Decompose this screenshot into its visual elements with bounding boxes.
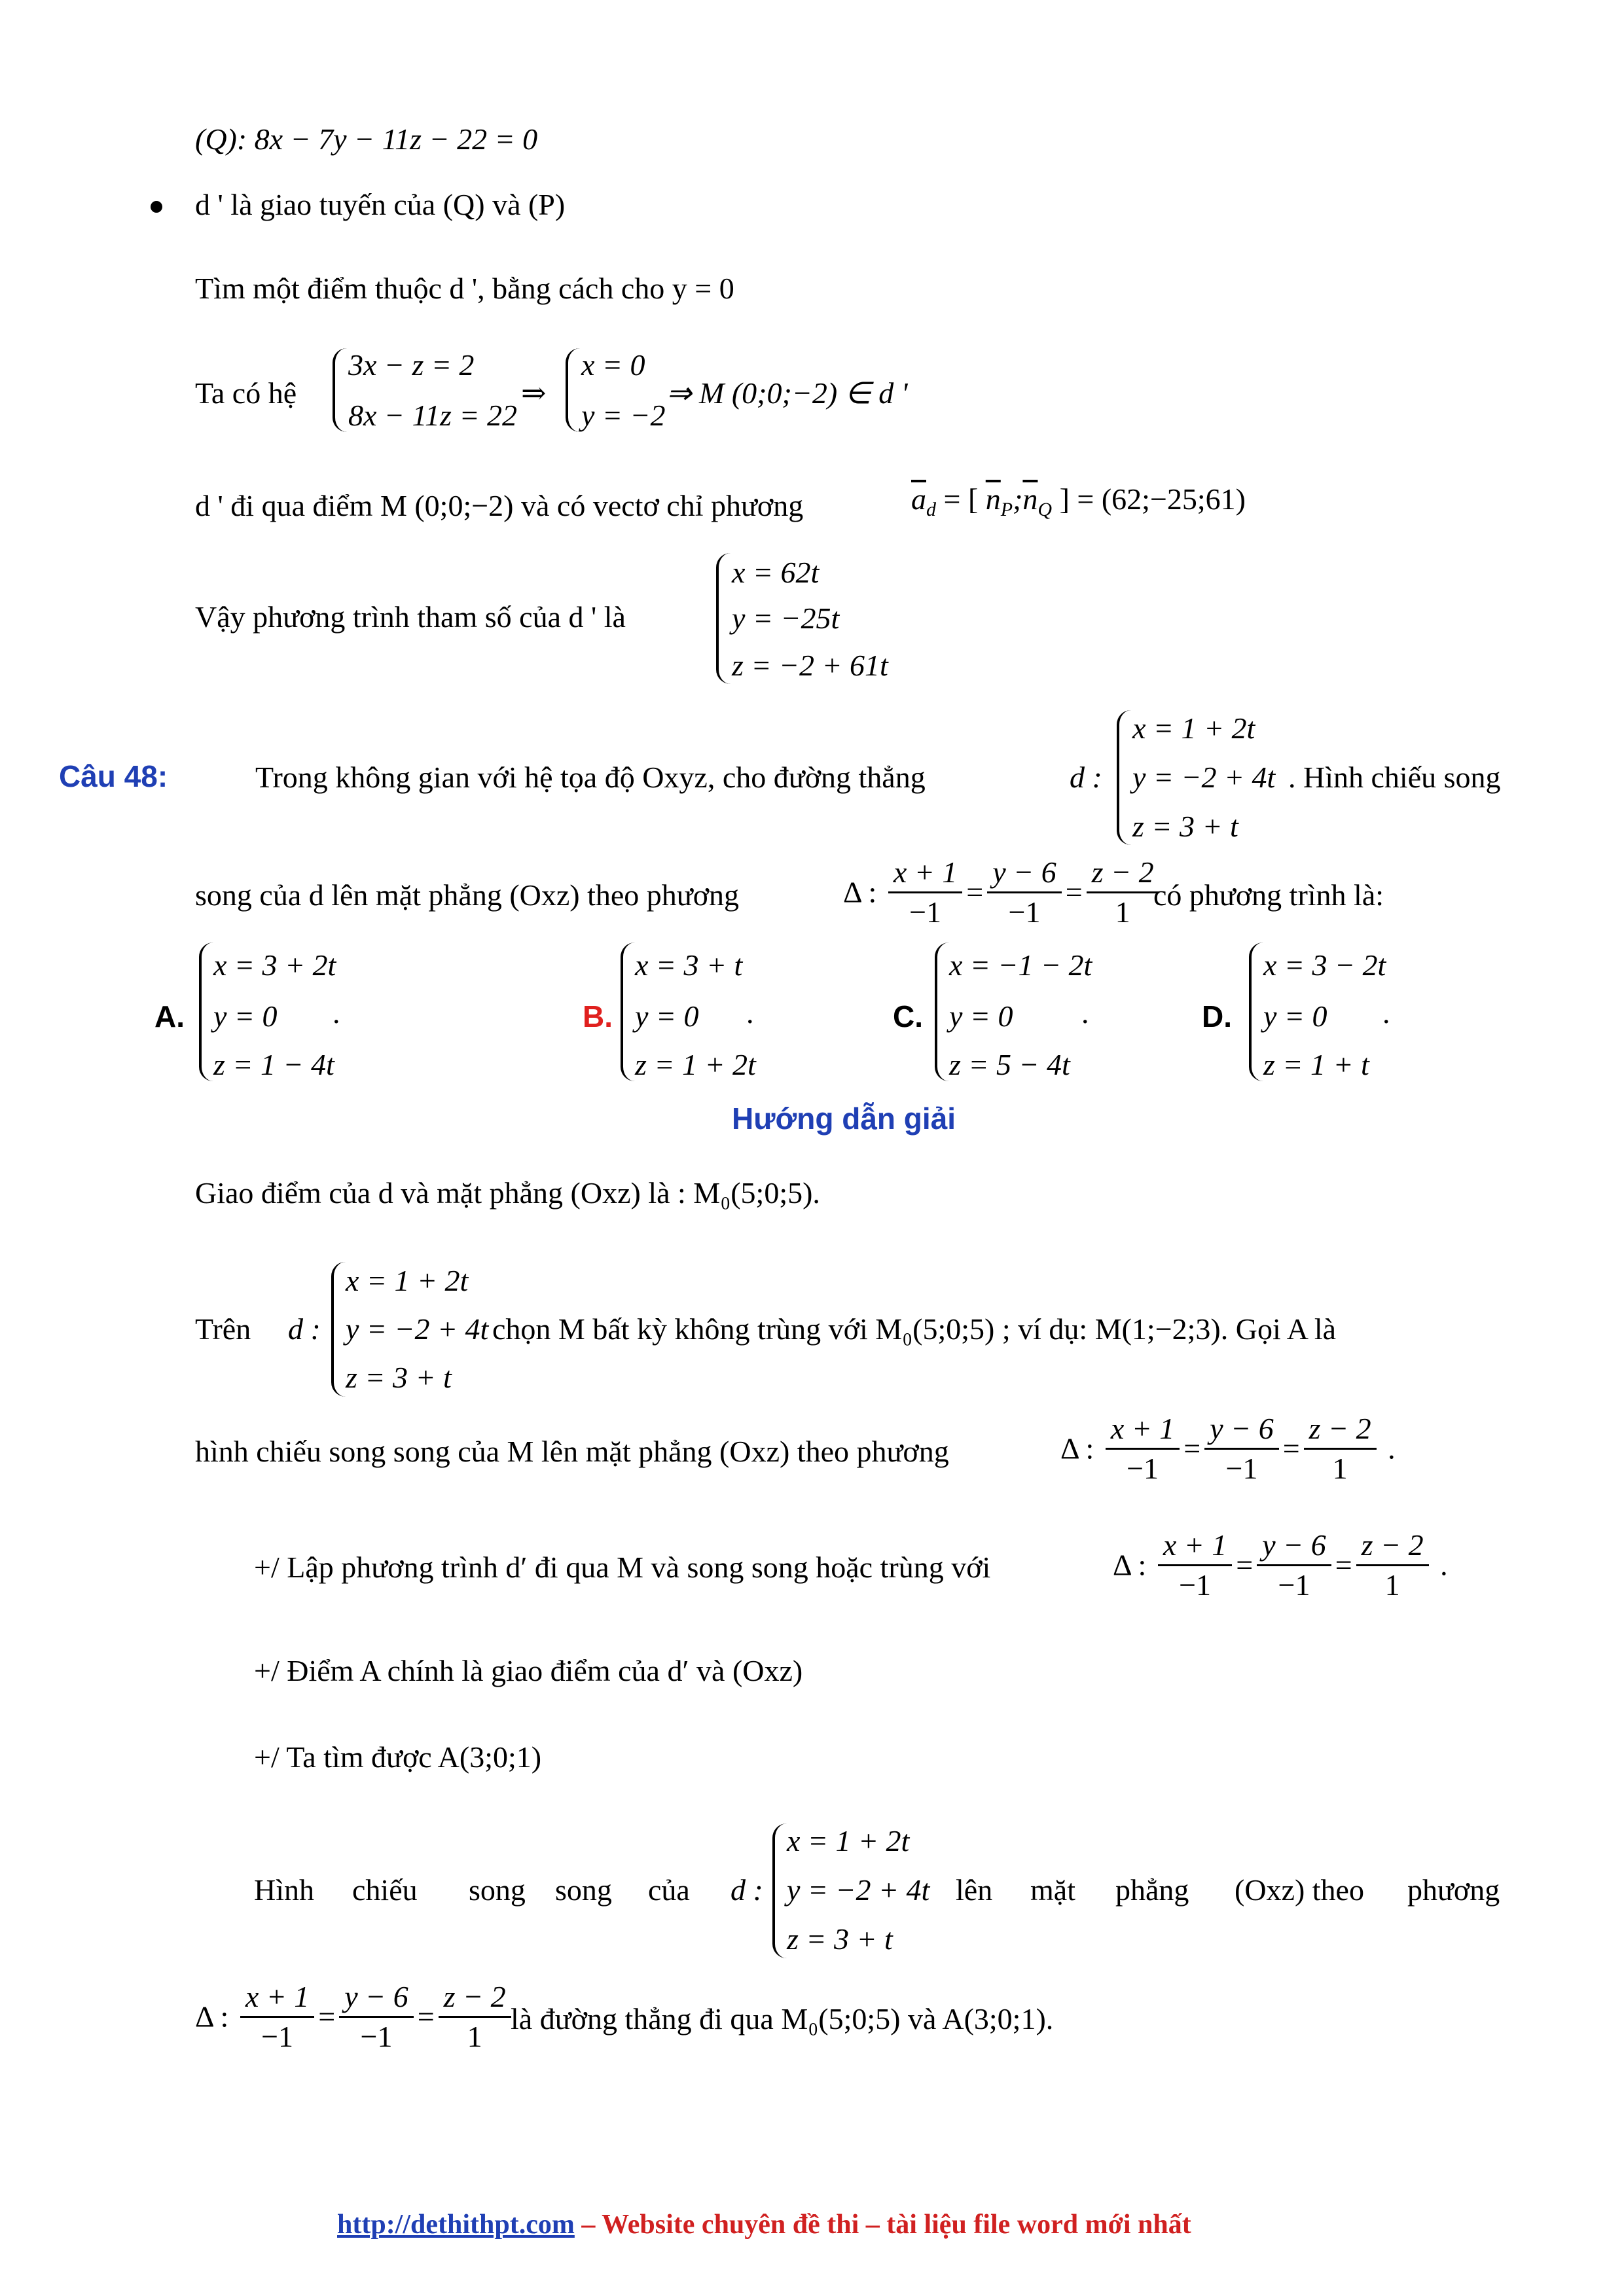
option-c-label[interactable]: C. bbox=[893, 999, 923, 1033]
sys2-line2: y = −2 bbox=[581, 399, 666, 432]
question-text-2: song của d lên mặt phẳng (Oxz) theo phương bbox=[195, 878, 740, 912]
option-c-z: z = 5 − 4t bbox=[949, 1048, 1070, 1081]
direction-line: d ' đi qua điểm M (0;0;−2) và có vectơ chỉ phương bbox=[195, 489, 804, 522]
system-result: ⇒ M (0;0;−2) ∈ d ' bbox=[666, 376, 908, 410]
concl-word-1: Hình bbox=[254, 1873, 314, 1907]
option-a-label[interactable]: A. bbox=[154, 999, 185, 1033]
brace-icon bbox=[333, 348, 347, 432]
concl-mid-1: lên bbox=[956, 1873, 993, 1907]
footer-text: Website chuyên đề thi – tài liệu file word mới nhất bbox=[602, 2210, 1191, 2240]
option-d-dot: . bbox=[1382, 996, 1390, 1030]
brace-icon bbox=[935, 942, 949, 1081]
option-b-label[interactable]: B. bbox=[583, 999, 613, 1033]
option-c-dot: . bbox=[1081, 996, 1089, 1030]
intersection-text: Giao điểm của d và mặt phẳng (Oxz) là : M₀(5;0;5). bbox=[195, 1176, 820, 1210]
concl-mid-2: mặt bbox=[1030, 1873, 1075, 1907]
question-text-2-end: có phương trình là: bbox=[1153, 878, 1384, 912]
option-c-x: x = −1 − 2t bbox=[949, 948, 1092, 982]
concl-end-2: phương bbox=[1407, 1873, 1500, 1907]
option-d-z: z = 1 + t bbox=[1263, 1048, 1369, 1081]
option-a-y: y = 0 bbox=[213, 999, 278, 1033]
solution-title: Hướng dẫn giải bbox=[732, 1102, 956, 1136]
delta-equation-4: Δ : $\frac{x + 1}{-1}$ = $\frac{y - 6}{-1}$ = $\frac{z - 2}{1}$ bbox=[195, 1982, 515, 2052]
step2-text: +/ Điểm A chính là giao điểm của d′ và (Oxz) bbox=[254, 1654, 803, 1687]
direction-vector: $\overline{a}_d$ = [ $\overline{n}_P;\overline{n}_Q$ ] = (62;−25;61) bbox=[911, 482, 1246, 521]
find-point-text: Tìm một điểm thuộc d ', bằng cách cho y = 0 bbox=[195, 272, 734, 305]
concl-end: (Oxz) theo bbox=[1235, 1873, 1364, 1907]
concl-word-3: song bbox=[469, 1873, 526, 1907]
brace-icon bbox=[1249, 942, 1263, 1081]
brace-icon bbox=[566, 348, 580, 432]
delta-equation-2: Δ : $\frac{x + 1}{-1}$ = $\frac{y - 6}{-1}$ = $\frac{z - 2}{1}$ . bbox=[1060, 1412, 1396, 1485]
question-text-1-end: . Hình chiếu song bbox=[1288, 761, 1501, 794]
param-x: x = 62t bbox=[732, 556, 820, 589]
d2-x: x = 1 + 2t bbox=[346, 1264, 469, 1297]
option-d-y: y = 0 bbox=[1263, 999, 1327, 1033]
q-plane-equation: (Q): 8x − 7y − 11z − 22 = 0 bbox=[195, 122, 538, 156]
question-label: Câu 48: bbox=[59, 759, 168, 793]
d-label-2: d : bbox=[288, 1312, 321, 1346]
concl-mid-3: phẳng bbox=[1115, 1873, 1189, 1907]
d3-x: x = 1 + 2t bbox=[787, 1824, 910, 1857]
step3-text: +/ Ta tìm được A(3;0;1) bbox=[254, 1740, 542, 1774]
option-c-y: y = 0 bbox=[949, 999, 1013, 1033]
delta-equation: Δ : $\frac{x + 1}{-1}$ = $\frac{y - 6}{-1}$ = $\frac{z - 2}{1}$ bbox=[843, 857, 1163, 927]
param-prefix: Vậy phương trình tham số của d ' là bbox=[195, 600, 626, 634]
concl-word-4: song bbox=[555, 1873, 612, 1907]
concl-word-5: của bbox=[648, 1873, 690, 1907]
option-a-x: x = 3 + 2t bbox=[213, 948, 336, 982]
footer-link[interactable]: http://dethithpt.com bbox=[337, 2210, 575, 2240]
choose-text: chọn M bất kỳ không trùng với M₀(5;0;5) ; ví dụ: M(1;−2;3). Gọi A là bbox=[492, 1312, 1337, 1346]
system-prefix: Ta có hệ bbox=[195, 376, 297, 410]
param-y: y = −25t bbox=[732, 601, 840, 635]
brace-icon bbox=[621, 942, 635, 1081]
d-y: y = −2 + 4t bbox=[1132, 761, 1276, 794]
option-b-y: y = 0 bbox=[635, 999, 699, 1033]
sys1-line1: 3x − z = 2 bbox=[348, 348, 475, 382]
footer bbox=[337, 2211, 1191, 2238]
final-text: là đường thẳng đi qua M₀(5;0;5) và A(3;0;1). bbox=[511, 2002, 1054, 2036]
projection-text: hình chiếu song song của M lên mặt phẳng (Oxz) theo phương bbox=[195, 1435, 949, 1468]
d-x: x = 1 + 2t bbox=[1132, 711, 1255, 745]
d-label-3: d : bbox=[731, 1873, 763, 1907]
d3-z: z = 3 + t bbox=[787, 1922, 893, 1956]
question-text-1: Trong không gian với hệ tọa độ Oxyz, cho đường thẳng bbox=[255, 761, 926, 794]
option-a-z: z = 1 − 4t bbox=[213, 1048, 334, 1081]
param-z: z = −2 + 61t bbox=[732, 649, 888, 682]
bullet-icon bbox=[151, 201, 162, 213]
option-d-x: x = 3 − 2t bbox=[1263, 948, 1386, 982]
option-b-dot: . bbox=[746, 996, 754, 1030]
brace-icon bbox=[772, 1823, 787, 1958]
step1-text: +/ Lập phương trình d′ đi qua M và song song hoặc trùng với bbox=[254, 1551, 991, 1584]
delta-equation-3: Δ : $\frac{x + 1}{-1}$ = $\frac{y - 6}{-1}$ = $\frac{z - 2}{1}$ . bbox=[1113, 1528, 1448, 1602]
brace-icon bbox=[716, 553, 731, 684]
brace-icon bbox=[199, 942, 213, 1081]
bullet-text: d ' là giao tuyến của (Q) và (P) bbox=[195, 188, 566, 221]
sys2-line1: x = 0 bbox=[581, 348, 645, 382]
option-b-z: z = 1 + 2t bbox=[635, 1048, 756, 1081]
brace-icon bbox=[1117, 710, 1131, 845]
option-d-label[interactable]: D. bbox=[1202, 999, 1232, 1033]
implies-arrow: ⇒ bbox=[521, 376, 547, 410]
d2-y: y = −2 + 4t bbox=[346, 1312, 489, 1346]
d2-z: z = 3 + t bbox=[346, 1361, 452, 1394]
brace-icon bbox=[331, 1262, 346, 1397]
sys1-line2: 8x − 11z = 22 bbox=[348, 399, 517, 432]
option-b-x: x = 3 + t bbox=[635, 948, 743, 982]
tren-word: Trên bbox=[195, 1312, 251, 1346]
d3-y: y = −2 + 4t bbox=[787, 1873, 930, 1907]
option-a-dot: . bbox=[333, 996, 340, 1030]
d-z: z = 3 + t bbox=[1132, 810, 1238, 843]
footer-dash: – bbox=[574, 2210, 602, 2240]
d-label: d : bbox=[1070, 761, 1102, 794]
concl-word-2: chiếu bbox=[352, 1873, 418, 1907]
